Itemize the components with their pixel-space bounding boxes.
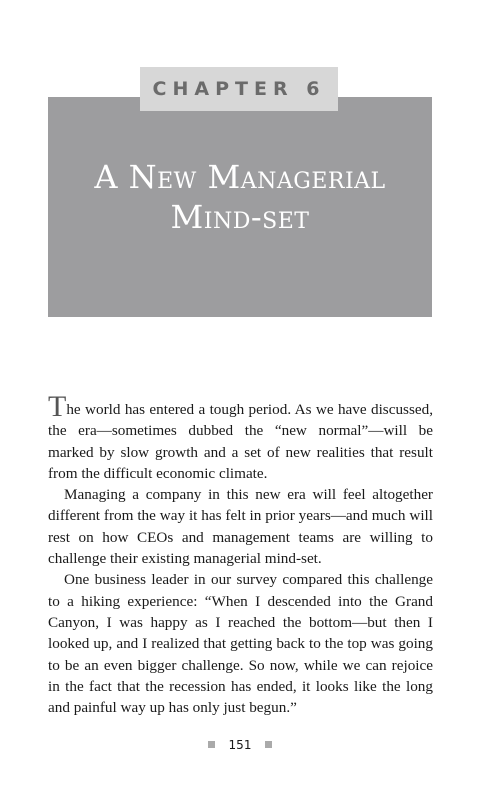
chapter-title-line-1: A New Managerial [94, 158, 386, 196]
footer-square-left-icon [208, 741, 215, 748]
paragraph-1-text: he world has entered a tough period. As we have discussed, the era—sometimes dubbed the “new normal”—will be marked by slow growth and a set of new realities that result from the difficult economic climate. [48, 401, 433, 482]
chapter-title [48, 157, 432, 237]
footer-square-right-icon [265, 741, 272, 748]
paragraph-1 [48, 390, 433, 484]
drop-cap: T [48, 390, 67, 423]
paragraph-3: One business leader in our survey compared this challenge to a hiking experience: “When I descended into the Grand Canyon, I was happy as I reached the bottom—but then I looked up, and I realized that getting back to the top was going to be an even bigger challenge. So now, while we can rejoice in the fact that the recession has ended, it looks like the long and painful way up has only just begun.” [48, 571, 433, 717]
chapter-title-box [48, 97, 432, 317]
chapter-body [48, 390, 433, 718]
chapter-title-line-2: Mind-set [170, 198, 310, 236]
page-footer [0, 738, 480, 752]
page-number: 151 [228, 738, 252, 752]
chapter-label: CHAPTER 6 [140, 67, 338, 111]
paragraph-2: Managing a company in this new era will feel altogether different from the way it has felt in prior years—and much will rest on how CEOs and management teams are willing to challenge their existing managerial mind-set. [48, 486, 433, 568]
